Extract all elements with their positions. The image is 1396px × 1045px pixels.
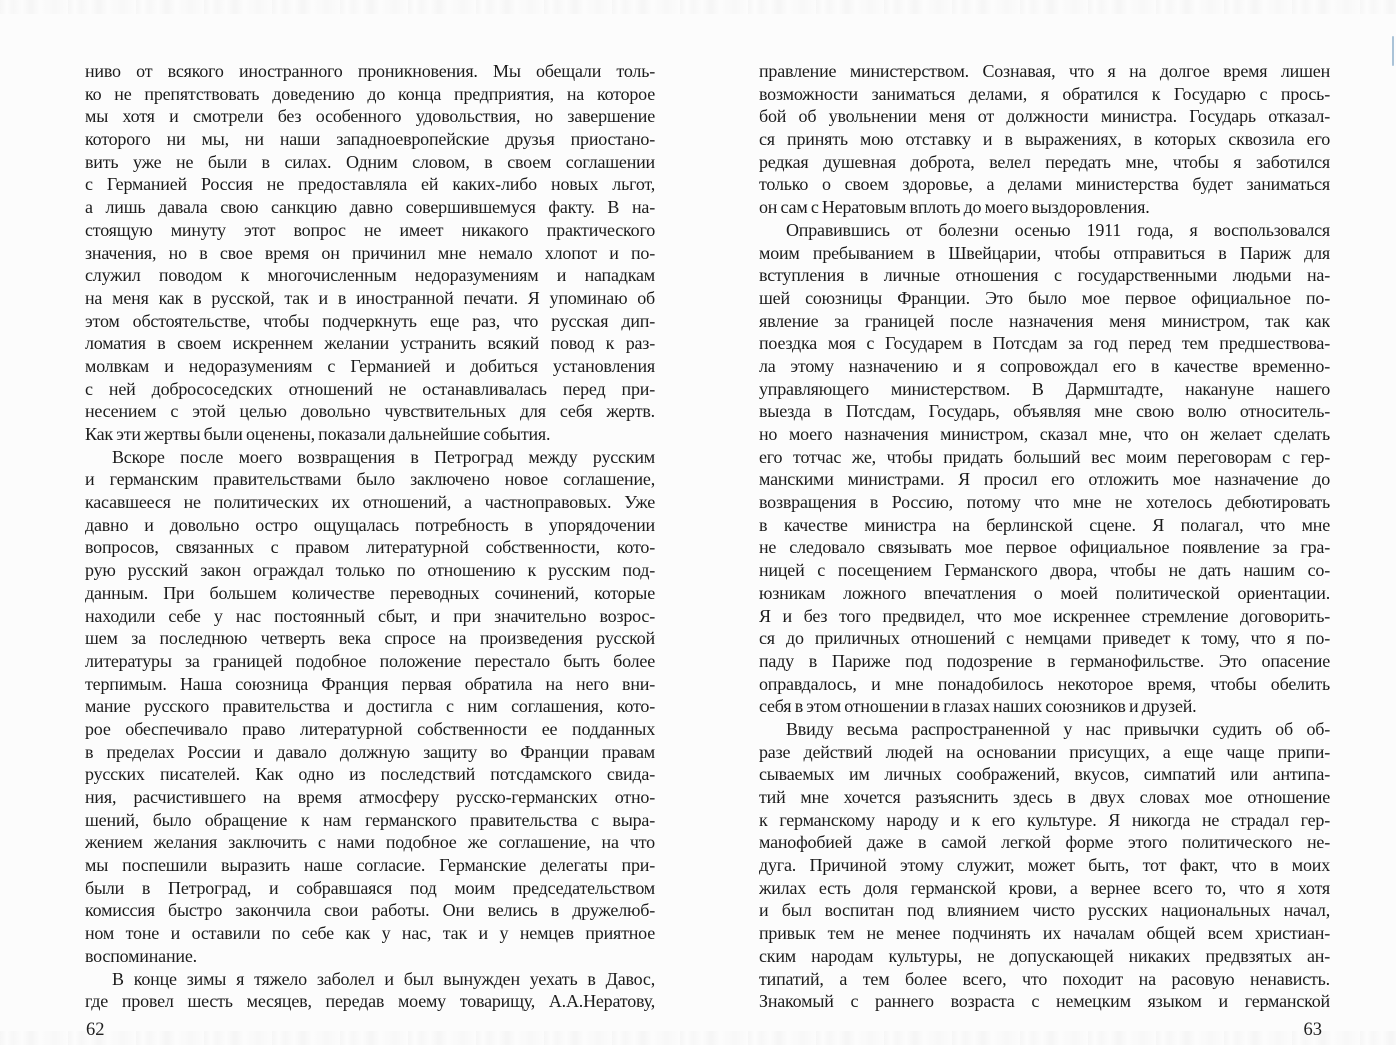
- text-line: сываемых им личных соображений, вкусов, симпатий или антипа-: [759, 764, 1330, 785]
- scan-noise-bottom: [0, 1031, 1396, 1045]
- text-line: но моего назначения министром, сказал мне, что он желает сделать: [759, 424, 1330, 444]
- text-line: давно и довольно остро ощущалась потребность в упорядочении: [85, 514, 655, 535]
- text-line: жилах есть доля германской крови, а вернее всего то, что я хотя: [759, 877, 1330, 898]
- text-line: комиссия быстро закончила свои работы. Они велись в дружелюб-: [85, 900, 655, 921]
- page-right-text: [759, 60, 1330, 1013]
- text-line: касавшееся не политических их отношений, а частноправовых. Уже: [85, 492, 655, 513]
- text-line: мы поспешили выразить наше согласие. Германские делегаты при-: [85, 855, 655, 876]
- text-line: Как эти жертвы были оценены, показали дальнейшие события.: [85, 424, 551, 444]
- text-line: дуга. Причиной этому служит, может быть, тот факт, что в моих: [759, 855, 1330, 876]
- text-line: поездка моя с Государем в Потсдам за год перед тем предшествова-: [759, 333, 1330, 354]
- text-line: рое обеспечивало право литературной собственности ее подданных: [85, 718, 655, 739]
- text-line: выезда в Потсдам, Государь, объявляя мне свою волю относитель-: [759, 401, 1330, 422]
- text-line: а лишь давала свою санкцию давно совершившемуся факту. В на-: [85, 197, 655, 218]
- text-line: с ней добрососедских отношений не останавливалась перед при-: [85, 378, 655, 399]
- scan-noise-top: [0, 0, 1396, 14]
- text-line: Я и без того предвидел, что мое искреннее стремление договорить-: [759, 605, 1330, 626]
- text-line: значения, но в свое время он причинил мне немало хлопот и по-: [85, 242, 655, 263]
- text-line: терпимым. Наша союзница Франция первая обратила на него вни-: [85, 673, 655, 694]
- text-line: литературы за границей подобное положение перестало быть более: [85, 650, 655, 671]
- text-line: в пределах России и давало должную защиту во Франции правам: [85, 741, 655, 762]
- text-line: воспоминание.: [85, 945, 197, 966]
- text-line: были в Петроград, и собравшаяся под моим председательством: [85, 877, 655, 898]
- text-line: типатий, а тем более всего, что походит на расовую ненависть.: [759, 968, 1330, 989]
- page-number-left: 62: [86, 1020, 105, 1040]
- text-line: тий мне хочется разъяснить здесь в двух словах мое отношение: [759, 787, 1330, 807]
- text-line: его тотчас же, чтобы придать больший вес моим переговорам с гер-: [759, 446, 1330, 467]
- text-line: паду в Париже под подозрение в германофильстве. Это опасение: [759, 650, 1330, 671]
- text-line: вить уже не были в силах. Одним словом, в своем соглашении: [85, 151, 655, 172]
- text-line: жением желания заключить с нами подобное же соглашение, на что: [85, 832, 655, 853]
- text-line: которого ни мы, ни наши западноевропейские друзья приостано-: [85, 129, 655, 150]
- text-line: ся принять мою отставку и в выражениях, в которых сквозила его: [759, 129, 1330, 150]
- text-line: к германскому народу и к его культуре. Я никогда не страдал гер-: [759, 809, 1330, 830]
- text-line: мы хотя и смотрели без особенного удовольствия, но завершение: [85, 106, 655, 127]
- text-line: не следовало связывать мое первое официальное появление за гра-: [759, 537, 1330, 558]
- text-line: находили себе у нас постоянный сбыт, и при значительно возрос-: [85, 605, 655, 626]
- text-line: и германским правительствами было заключено новое соглашение,: [85, 469, 655, 490]
- text-line: возможности заниматься делами, я обратился к Государю с прось-: [759, 83, 1330, 104]
- text-line: где провел шесть месяцев, передав моему товарищу, А.А.Нератову,: [85, 991, 655, 1012]
- text-line: он сам с Нератовым вплоть до моего выздоровления.: [759, 197, 1150, 218]
- text-line: управляющего министерством. В Дармштадте, накануне нашего: [759, 378, 1330, 399]
- text-line: и был воспитан под влиянием чисто русских национальных начал,: [759, 900, 1330, 921]
- text-line: вступления в личные отношения с государственными людьми на-: [759, 265, 1330, 286]
- text-line: ниво от всякого иностранного проникновения. Мы обещали толь-: [85, 61, 655, 81]
- text-line: на меня как в русской, так и в иностранной печати. Я упоминаю об: [85, 287, 655, 308]
- text-line: возвращения в Россию, потому что мне не хотелось дебютировать: [759, 492, 1330, 513]
- text-line: шей союзницы Франции. Это было мое первое официальное по-: [759, 287, 1330, 308]
- text-line: бой об увольнении меня от должности министра. Государь отказал-: [759, 106, 1330, 127]
- text-line: стоящую минуту этот вопрос не имеет никакого практического: [85, 219, 655, 240]
- text-line: шем за последнюю четверть века спросе на произведения русской: [85, 628, 655, 649]
- text-line: рую русский закон ограждал только по отношению к русским под-: [85, 560, 655, 581]
- text-line: русских писателей. Как одно из последствий потсдамского свида-: [85, 764, 655, 785]
- text-line: оправдалось, и мне понадобилось некоторое время, чтобы обелить: [759, 673, 1330, 694]
- text-line: ном тоне и оставили по себе как у нас, так и у немцев приятное: [85, 923, 655, 944]
- text-line: шений, было обращение к нам германского правительства с выра-: [85, 809, 655, 830]
- text-line: Вскоре после моего возвращения в Петроград между русским: [112, 446, 655, 467]
- text-line: редкая душевная доброта, велел передать мне, чтобы я заботился: [759, 151, 1330, 172]
- text-line: служил поводом к многочисленным недоразумениям и нападкам: [85, 265, 655, 286]
- text-line: только о своем здоровье, а делами министерства будет заниматься: [759, 174, 1330, 195]
- text-line: манофобией даже в самой легкой форме этого политического не-: [759, 832, 1330, 853]
- text-line: явление за границей после назначения меня министром, так как: [759, 310, 1330, 331]
- text-line: с Германией Россия не предоставляла ей каких-либо новых льгот,: [85, 174, 655, 195]
- text-line: манскими министрами. Я просил его отложить мое назначение до: [759, 469, 1330, 490]
- scan-edge-artifact: [1392, 36, 1394, 66]
- text-line: В конце зимы я тяжело заболел и был вынужден уехать в Давос,: [112, 968, 655, 989]
- text-line: правление министерством. Сознавая, что я на долгое время лишен: [759, 61, 1330, 81]
- text-line: вопросов, связанных с правом литературной собственности, кото-: [85, 537, 655, 558]
- text-line: юзникам ложного впечатления о моей политической ориентации.: [759, 582, 1330, 603]
- text-line: в качестве министра на берлинской сцене. Я полагал, что мне: [759, 514, 1330, 535]
- text-line: разе действий людей на основании присущих, а еще чаще припи-: [759, 741, 1330, 762]
- text-line: этом обстоятельстве, чтобы подчеркнуть еще раз, что русская дип-: [85, 310, 655, 331]
- text-line: себя в этом отношении в глазах наших союзников и друзей.: [759, 696, 1197, 717]
- text-line: Ввиду весьма распространенной у нас привычки судить об об-: [786, 718, 1330, 739]
- text-line: ским народам культуры, не допускающей никаких предвзятых ан-: [759, 945, 1330, 966]
- text-line: ломатия в своем искреннем желании устранить всякий повод к раз-: [85, 333, 655, 354]
- text-line: несением с этой целью довольно чувствительных для себя жертв.: [85, 401, 655, 422]
- text-line: Оправившись от болезни осенью 1911 года, я воспользовался: [786, 219, 1330, 240]
- text-line: привык тем не менее подчинять их началам общей всем христиан-: [759, 923, 1330, 944]
- text-line: ницей с посещением Германского двора, чтобы не дать нашим со-: [759, 560, 1330, 581]
- page-left-text: [85, 60, 655, 1013]
- text-line: мание русского правительства и достигла с ним соглашения, кото-: [85, 696, 655, 717]
- text-line: ла этому назначению и я сопровождал его в качестве временно-: [759, 355, 1330, 376]
- text-line: данным. При большем количестве переводных сочинений, которые: [85, 582, 655, 603]
- text-line: Знакомый с раннего возраста с немецким языком и германской: [759, 991, 1330, 1012]
- text-line: моим пребыванием в Швейцарии, чтобы отправиться в Париж для: [759, 242, 1330, 263]
- text-line: ко не препятствовать доведению до конца предприятия, на которое: [85, 83, 655, 104]
- page-number-right: 63: [1303, 1020, 1322, 1040]
- text-line: ния, расчистившего на время атмосферу русско-германских отно-: [85, 787, 655, 807]
- text-line: ся до приличных отношений с немцами приведет к тому, что я по-: [759, 628, 1330, 649]
- text-line: молвкам и недоразумениям с Германией и добиться установления: [85, 355, 655, 376]
